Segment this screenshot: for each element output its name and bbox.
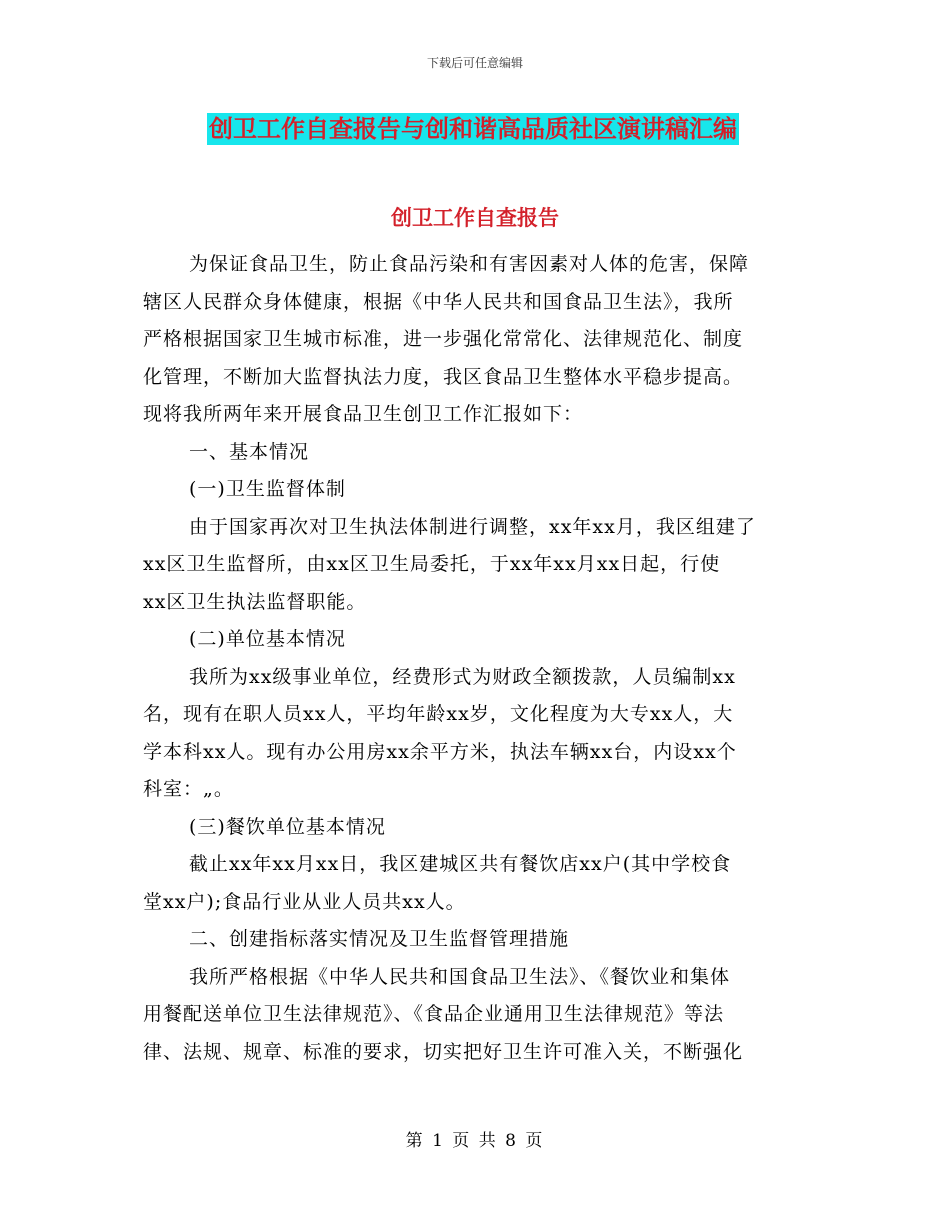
text-line: 我所严格根据《中华人民共和国食品卫生法》、《餐饮业和集体 — [189, 965, 731, 988]
document-body — [143, 246, 793, 1071]
text-line: 严格根据国家卫生城市标准，进一步强化常常化、法律规范化、制度 — [143, 328, 744, 350]
page-footer: 第 1 页 共 8 页 — [405, 1131, 545, 1151]
text-line: xx区卫生监督所，由xx区卫生局委托，于xx年xx月xx日起，行使 — [143, 553, 721, 575]
text-line: 为保证食品卫生，防止食品污染和有害因素对人体的危害，保障 — [189, 253, 750, 275]
text-line: 截止xx年xx月xx日，我区建城区共有餐饮店xx户(其中学校食 — [189, 853, 732, 875]
text-line: 科室：„。 — [143, 778, 234, 800]
text-line: (二)单位基本情况 — [189, 628, 346, 650]
text-line: 我所为xx级事业单位，经费形式为财政全额拨款，人员编制xx — [189, 665, 736, 688]
text-line: 学本科xx人。现有办公用房xx余平方米，执法车辆xx台，内设xx个 — [143, 740, 737, 763]
text-line: 堂xx户);食品行业从业人员共xx人。 — [143, 890, 466, 913]
text-line: xx区卫生执法监督职能。 — [143, 590, 367, 613]
section-title: 创卫工作自查报告 — [391, 206, 559, 230]
text-line: 化管理，不断加大监督执法力度，我区食品卫生整体水平稳步提高。 — [143, 365, 744, 388]
text-line: (一)卫生监督体制 — [189, 478, 346, 500]
text-line: (三)餐饮单位基本情况 — [189, 815, 386, 838]
document-title: 创卫工作自查报告与创和谐高品质社区演讲稿汇编 — [209, 115, 737, 143]
text-line: 一、基本情况 — [189, 440, 310, 463]
text-line: 用餐配送单位卫生法律规范》、《食品企业通用卫生法律规范》等法 — [143, 1003, 725, 1025]
text-line: 律、法规、规章、标准的要求，切实把好卫生许可准入关，不断强化 — [143, 1040, 744, 1063]
text-line: 名，现有在职人员xx人，平均年龄xx岁，文化程度为大专xx人，大 — [143, 703, 734, 725]
text-line: 二、创建指标落实情况及卫生监督管理措施 — [189, 928, 570, 950]
header-note: 下载后可任意编辑 — [426, 56, 523, 70]
text-line: 辖区人民群众身体健康，根据《中华人民共和国食品卫生法》，我所 — [143, 290, 734, 313]
text-line: 由于国家再次对卫生执法体制进行调整，xx年xx月，我区组建了 — [189, 515, 756, 538]
text-line: 现将我所两年来开展食品卫生创卫工作汇报如下： — [143, 403, 584, 425]
